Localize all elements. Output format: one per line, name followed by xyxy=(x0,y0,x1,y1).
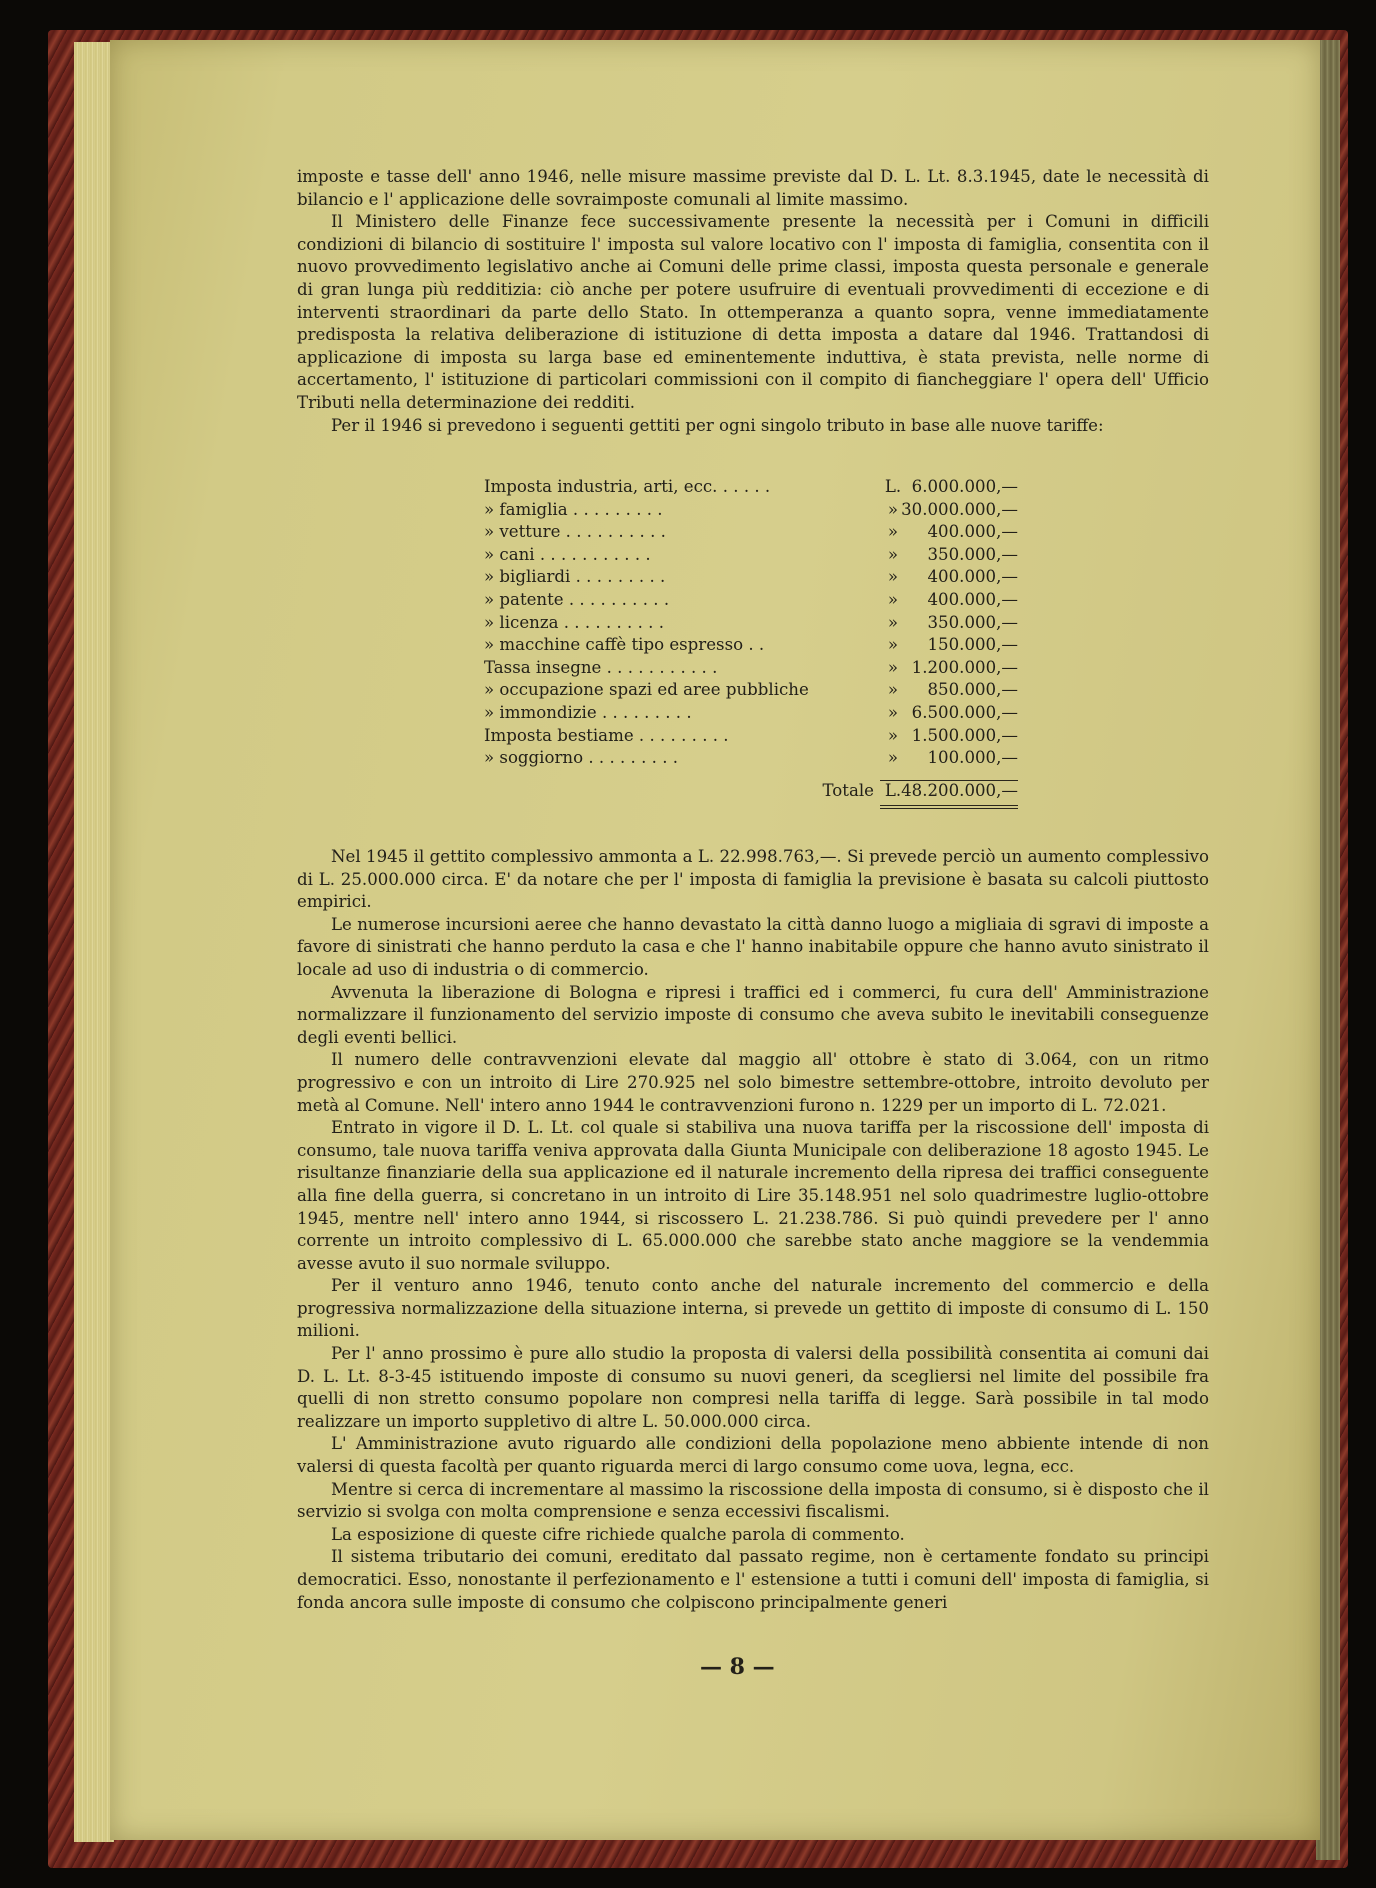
body-paragraph: Entrato in vigore il D. L. Lt. col quale si stabiliva una nuova tariffa per la riscossione dell' imposta di consumo, tale nuova tariffa veniva approvata dalla Giunta Municipale con deliberazione 18 agosto 1945. Le risultanze finanziarie della sua applicazione ed il naturale incremento della ripresa dei traffici conseguente alla fine della guerra, si concretano in un introito di Lire 35.148.951 nel solo quadrimestre luglio-ottobre 1945, mentre nell' intero anno 1944, si riscossero L. 21.238.786. Si può quindi prevedere per l' anno corrente un introito complessivo di L. 65.000.000 che sarebbe stato anche maggiore se la vendemmia avesse avuto il suo normale sviluppo. xyxy=(297,1118,1209,1273)
intro-paragraph-1: imposte e tasse dell' anno 1946, nelle misure massime previste dal D. L. Lt. 8.3.1945, date le necessità di bilancio e l' applicazione delle sovraimposte comunali al limite massimo. xyxy=(297,167,1209,209)
tariff-label: » soggiorno . . . . . . . . . xyxy=(484,748,679,768)
body-paragraph: L' Amministrazione avuto riguardo alle condizioni della popolazione meno abbiente intende di non valersi di questa facoltà per quanto riguarda merci di largo consumo come uova, legna, ecc. xyxy=(297,1434,1209,1477)
tariff-label: » macchine caffè tipo espresso . . xyxy=(484,635,765,655)
total-label: Totale xyxy=(822,780,874,800)
tariff-row xyxy=(484,589,1024,612)
body-paragraph: Per l' anno prossimo è pure allo studio la proposta di valersi della possibilità consentita ai comuni dai D. L. Lt. 8-3-45 istituendo imposte di consumo su nuovi generi, da scegliersi nel limite del possibile fra quelli di non stretto consumo popolare non compresi nella tariffa di legge. Sarà possibile in tal modo realizzare un importo suppletivo di altre L. 50.000.000 circa. xyxy=(297,1344,1209,1431)
tariff-label: Imposta industria, arti, ecc. . . . . . xyxy=(484,477,771,496)
body-paragraph: Nel 1945 il gettito complessivo ammonta a L. 22.998.763,—. Si prevede perciò un aumento complessivo di L. 25.000.000 circa. E' da notare che per l' imposta di famiglia la previsione è basata su calcoli piuttosto empirici. xyxy=(297,847,1209,912)
body-text xyxy=(297,846,1209,1614)
body-paragraph: Avvenuta la liberazione di Bologna e ripresi i traffici ed i commerci, fu cura dell' Amministrazione normalizzare il funzionamento del servizio imposte di consumo che aveva subito le inevitabili conseguenze degli eventi bellici. xyxy=(297,982,1209,1047)
tariff-row xyxy=(484,657,1024,680)
tariff-total-row xyxy=(484,780,1024,803)
intro-paragraph-2: Il Ministero delle Finanze fece successivamente presente la necessità per i Comuni in difficili condizioni di bilancio di sostituire l' imposta sul valore locativo con l' imposta di famiglia, consentita con il nuovo provvedimento legislativo anche ai Comuni delle prime classi, imposta questa personale e generale di gran lunga più redditizia: ciò anche per potere usufruire di eventuali provvedimenti di eccezione e di interventi straordinari da parte dello Stato. In ottemperanza a quanto sopra, venne immediatamente predisposta la relativa deliberazione di istituzione di detta imposta a datare dal 1946. Trattandosi di applicazione di imposta su larga base ed eminentemente induttiva, è stata prevista, nelle norme di accertamento, l' istituzione di particolari commissioni con il compito di fiancheggiare l' opera dell' Ufficio Tributi nella determinazione dei redditi. xyxy=(297,212,1209,412)
tariff-currency: » xyxy=(887,499,899,519)
tariff-currency: » xyxy=(887,635,899,655)
tariff-amount: 400.000,— xyxy=(927,567,1018,587)
total-rule-double-1 xyxy=(880,805,1018,806)
tariff-row xyxy=(484,747,1024,770)
intro-paragraph-3: Per il 1946 si prevedono i seguenti gettiti per ogni singolo tributo in base alle nuove tariffe: xyxy=(331,415,1104,435)
tariff-row xyxy=(484,725,1024,748)
body-paragraph: La esposizione di queste cifre richiede qualche parola di commento. xyxy=(331,1524,905,1544)
tariff-row xyxy=(484,612,1024,635)
total-amount: 48.200.000,— xyxy=(901,780,1018,800)
body-paragraph: Mentre si cerca di incrementare al massimo la riscossione della imposta di consumo, si è disposto che il servizio si svolga con molta comprensione e senza eccessivi fiscalismi. xyxy=(297,1479,1209,1522)
tariff-label: Imposta bestiame . . . . . . . . . xyxy=(484,725,729,745)
tariff-currency: » xyxy=(887,725,899,745)
tariff-amount: 6.000.000,— xyxy=(911,477,1018,496)
tariff-label: Tassa insegne . . . . . . . . . . . xyxy=(484,657,718,677)
body-paragraph: Per il venturo anno 1946, tenuto conto anche del naturale incremento del commercio e della progressiva normalizzazione della situazione interna, si prevede un gettito di imposte di consumo di L. 150 milioni. xyxy=(297,1276,1209,1341)
tariff-row xyxy=(484,544,1024,567)
tariff-row xyxy=(484,679,1024,702)
total-currency: L. xyxy=(884,780,902,800)
tariff-amount: 6.500.000,— xyxy=(911,702,1018,722)
tariff-table xyxy=(484,476,1024,802)
tariff-amount: 100.000,— xyxy=(927,748,1018,768)
tariff-row xyxy=(484,566,1024,589)
tariff-amount: 1.500.000,— xyxy=(911,725,1018,745)
tariff-currency: » xyxy=(887,680,899,700)
tariff-row xyxy=(484,702,1024,725)
tariff-row xyxy=(484,476,1024,499)
tariff-label: » immondizie . . . . . . . . . xyxy=(484,702,692,722)
tariff-label: » patente . . . . . . . . . . xyxy=(484,589,670,609)
tariff-currency: L. xyxy=(884,477,902,496)
tariff-amount: 150.000,— xyxy=(927,635,1018,655)
tariff-row xyxy=(484,521,1024,544)
tariff-currency: » xyxy=(887,589,899,609)
tariff-amount: 350.000,— xyxy=(927,544,1018,564)
intro-text xyxy=(297,166,1209,437)
tariff-currency: » xyxy=(887,657,899,677)
page-stack-edge xyxy=(74,42,114,1842)
tariff-amount: 400.000,— xyxy=(927,589,1018,609)
tariff-label: » occupazione spazi ed aree pubbliche xyxy=(484,680,809,700)
tariff-label: » bigliardi . . . . . . . . . xyxy=(484,567,666,587)
tariff-label: » famiglia . . . . . . . . . xyxy=(484,499,663,519)
body-paragraph: Il sistema tributario dei comuni, ereditato dal passato regime, non è certamente fondato su principi democratici. Esso, nonostante il perfezionamento e l' estensione a tutti i comuni dell' imposta di famiglia, si fonda ancora sulle imposte di consumo che colpiscono principalmente generi xyxy=(297,1547,1209,1612)
tariff-currency: » xyxy=(887,702,899,722)
page-number: — 8 — xyxy=(700,1654,775,1680)
body-paragraph: Il numero delle contravvenzioni elevate dal maggio all' ottobre è stato di 3.064, con un ritmo progressivo e con un introito di Lire 270.925 nel solo bimestre settembre-ottobre, introito devoluto per metà al Comune. Nell' intero anno 1944 le contravvenzioni furono n. 1229 per un importo di L. 72.021. xyxy=(297,1050,1209,1115)
tariff-label: » licenza . . . . . . . . . . xyxy=(484,612,664,632)
tariff-currency: » xyxy=(887,748,899,768)
tariff-currency: » xyxy=(887,567,899,587)
tariff-amount: 30.000.000,— xyxy=(901,499,1018,519)
total-rule-double-2 xyxy=(880,808,1018,809)
tariff-label: » cani . . . . . . . . . . . xyxy=(484,544,651,564)
tariff-amount: 400.000,— xyxy=(927,522,1018,542)
tariff-row xyxy=(484,499,1024,522)
tariff-amount: 1.200.000,— xyxy=(911,657,1018,677)
tariff-amount: 350.000,— xyxy=(927,612,1018,632)
tariff-currency: » xyxy=(887,522,899,542)
tariff-row xyxy=(484,634,1024,657)
body-paragraph: Le numerose incursioni aeree che hanno devastato la città danno luogo a migliaia di sgravi di imposte a favore di sinistrati che hanno perduto la casa e che l' hanno inabitabile oppure che hanno avuto sinistrato il locale ad uso di industria o di commercio. xyxy=(297,914,1209,979)
tariff-currency: » xyxy=(887,612,899,632)
tariff-currency: » xyxy=(887,544,899,564)
tariff-amount: 850.000,— xyxy=(927,680,1018,700)
tariff-label: » vetture . . . . . . . . . . xyxy=(484,522,666,542)
